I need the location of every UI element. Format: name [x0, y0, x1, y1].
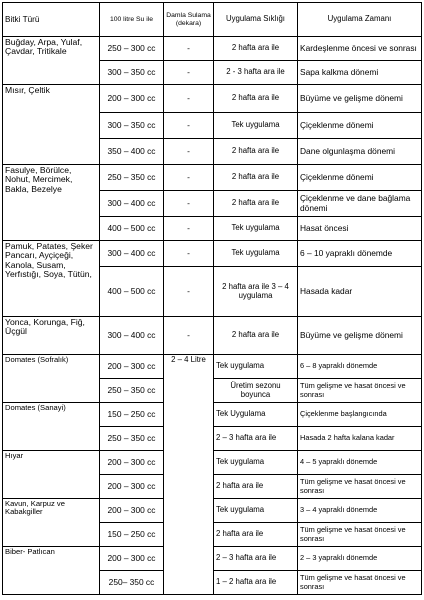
time-cell: Hasada 2 hafta kalana kadar: [298, 427, 422, 451]
table-row: [3, 241, 422, 267]
freq-cell: 2 – 3 hafta ara ile: [214, 427, 298, 451]
time-cell: Büyüme ve gelişme dönemi: [298, 85, 422, 113]
time-cell: Büyüme ve gelişme dönemi: [298, 317, 422, 355]
freq-cell: 2 hafta ara ile: [214, 523, 298, 547]
drip-cell: -: [164, 37, 214, 61]
water-cell: 200 – 300 cc: [100, 85, 164, 113]
header-drip: Damla Sulama (dekara): [164, 3, 214, 37]
drip-cell: -: [164, 267, 214, 317]
water-cell: 150 – 250 cc: [100, 403, 164, 427]
water-cell: 300 – 400 cc: [100, 317, 164, 355]
freq-cell: 2 hafta ara ile: [214, 317, 298, 355]
water-cell: 300 – 350 cc: [100, 113, 164, 139]
crop-cell: Domates (Sofralık): [3, 355, 100, 403]
freq-cell: 1 – 2 hafta ara ile: [214, 571, 298, 595]
time-cell: Çiçeklenme dönemi: [298, 165, 422, 191]
table-row: [3, 85, 422, 113]
crop-cell: Kavun, Karpuz ve Kabakgiller: [3, 499, 100, 547]
crop-cell: Hıyar: [3, 451, 100, 499]
freq-cell: 2 hafta ara ile: [214, 85, 298, 113]
drip-cell: -: [164, 139, 214, 165]
time-cell: Dane olgunlaşma dönemi: [298, 139, 422, 165]
time-cell: 3 – 4 yapraklı dönemde: [298, 499, 422, 523]
freq-cell: Tek uygulama: [214, 499, 298, 523]
drip-cell: -: [164, 317, 214, 355]
freq-cell: Tek Uygulama: [214, 403, 298, 427]
time-cell: Tüm gelişme ve hasat öncesi ve sonrası: [298, 571, 422, 595]
water-cell: 250– 350 cc: [100, 571, 164, 595]
fertilizer-application-table: [2, 2, 422, 595]
table-row: [3, 165, 422, 191]
time-cell: 4 – 5 yapraklı dönemde: [298, 451, 422, 475]
water-cell: 250 – 350 cc: [100, 379, 164, 403]
drip-cell: -: [164, 191, 214, 217]
freq-cell: Üretim sezonu boyunca: [214, 379, 298, 403]
time-cell: Hasada kadar: [298, 267, 422, 317]
water-cell: 300 – 400 cc: [100, 241, 164, 267]
crop-cell: Yonca, Korunga, Fiğ, Üçgül: [3, 317, 100, 355]
water-cell: 200 – 300 cc: [100, 547, 164, 571]
header-freq: Uygulama Sıklığı: [214, 3, 298, 37]
drip-cell: -: [164, 85, 214, 113]
time-cell: 6 – 8 yapraklı dönemde: [298, 355, 422, 379]
water-cell: 200 – 300 cc: [100, 355, 164, 379]
water-cell: 350 – 400 cc: [100, 139, 164, 165]
water-cell: 250 – 350 cc: [100, 165, 164, 191]
freq-cell: 2 hafta ara ile: [214, 139, 298, 165]
freq-cell: 2 hafta ara ile: [214, 37, 298, 61]
water-cell: 150 – 250 cc: [100, 523, 164, 547]
crop-cell: Buğday, Arpa, Yulaf, Çavdar, Tritikale: [3, 37, 100, 85]
drip-cell: -: [164, 241, 214, 267]
table-header-row: [3, 3, 422, 37]
time-cell: Hasat öncesi: [298, 217, 422, 241]
freq-cell: Tek uygulama: [214, 355, 298, 379]
time-cell: Tüm gelişme ve hasat öncesi ve sonrası: [298, 379, 422, 403]
time-cell: Çiçeklenme ve dane bağlama dönemi: [298, 191, 422, 217]
time-cell: 2 – 3 yapraklı dönemde: [298, 547, 422, 571]
crop-cell: Fasulye, Börülce, Nohut, Mercimek, Bakla, Bezelye: [3, 165, 100, 241]
freq-cell: 2 hafta ara ile: [214, 165, 298, 191]
crop-cell: Domates (Sanayi): [3, 403, 100, 451]
time-cell: Sapa kalkma dönemi: [298, 61, 422, 85]
water-cell: 400 – 500 cc: [100, 267, 164, 317]
crop-cell: Biber- Patlıcan: [3, 547, 100, 595]
drip-cell: -: [164, 113, 214, 139]
water-cell: 250 – 300 cc: [100, 37, 164, 61]
freq-cell: Tek uygulama: [214, 451, 298, 475]
header-water: 100 litre Su ile: [100, 3, 164, 37]
table-row: [3, 317, 422, 355]
time-cell: Çiçeklenme başlangıcında: [298, 403, 422, 427]
table-row: [3, 355, 422, 379]
water-cell: 200 – 300 cc: [100, 475, 164, 499]
water-cell: 250 – 350 cc: [100, 427, 164, 451]
freq-cell: Tek uygulama: [214, 113, 298, 139]
header-crop: Bitki Türü: [3, 3, 100, 37]
time-cell: Kardeşlenme öncesi ve sonrası: [298, 37, 422, 61]
drip-cell: -: [164, 217, 214, 241]
water-cell: 300 – 400 cc: [100, 191, 164, 217]
table-row: [3, 37, 422, 61]
freq-cell: 2 – 3 hafta ara ile: [214, 547, 298, 571]
time-cell: Tüm gelişme ve hasat öncesi ve sonrası: [298, 523, 422, 547]
freq-cell: 2 hafta ara ile: [214, 475, 298, 499]
freq-cell: Tek uygulama: [214, 241, 298, 267]
water-cell: 400 – 500 cc: [100, 217, 164, 241]
freq-cell: Tek uygulama: [214, 217, 298, 241]
crop-cell: Pamuk, Patates, Şeker Pancarı, Ayçiçeği, Kanola, Susam, Yerfıstığı, Soya, Tütün,: [3, 241, 100, 317]
drip-cell: -: [164, 61, 214, 85]
freq-cell: 2 hafta ara ile: [214, 191, 298, 217]
header-time: Uygulama Zamanı: [298, 3, 422, 37]
water-cell: 200 – 300 cc: [100, 499, 164, 523]
water-cell: 300 – 350 cc: [100, 61, 164, 85]
drip-cell: -: [164, 165, 214, 191]
water-cell: 200 – 300 cc: [100, 451, 164, 475]
time-cell: Tüm gelişme ve hasat öncesi ve sonrası: [298, 475, 422, 499]
crop-cell: Mısır, Çeltik: [3, 85, 100, 165]
time-cell: 6 – 10 yapraklı dönemde: [298, 241, 422, 267]
freq-cell: 2 - 3 hafta ara ile: [214, 61, 298, 85]
freq-cell: 2 hafta ara ile 3 – 4 uygulama: [214, 267, 298, 317]
drip-shared-cell: 2 – 4 Litre: [164, 355, 214, 595]
time-cell: Çiçeklenme dönemi: [298, 113, 422, 139]
